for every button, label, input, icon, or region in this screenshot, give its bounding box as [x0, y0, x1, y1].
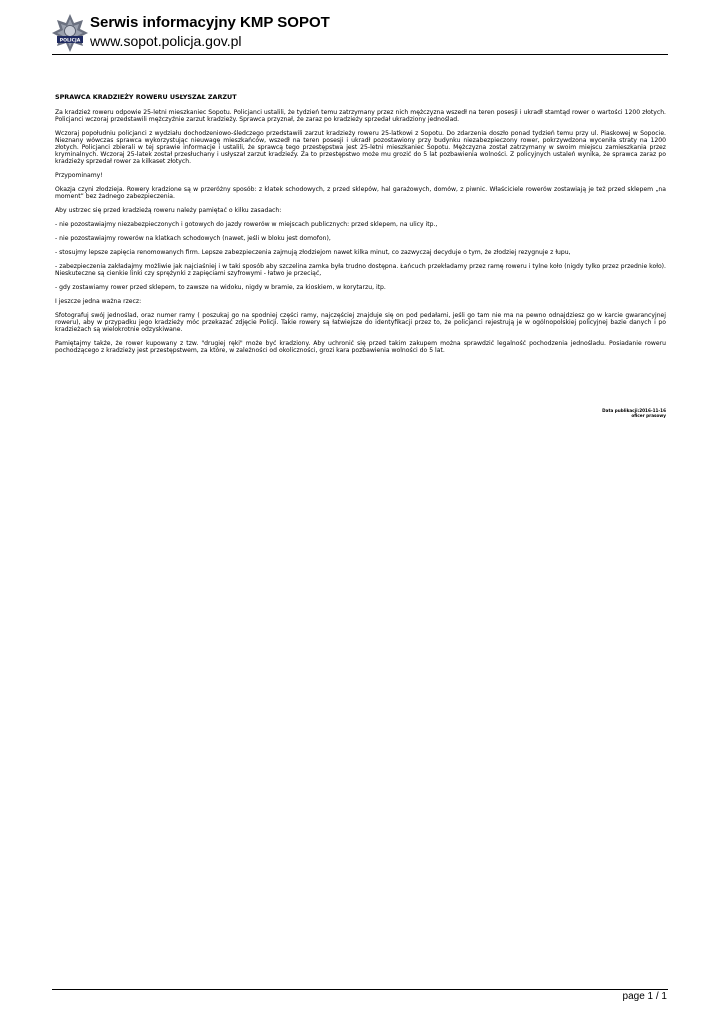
- article-paragraph: Pamiętajmy także, że rower kupowany z tzw. "drugiej ręki" może być kradziony. Aby uchronić się przed takim zakupem można sprawdzić legalność pochodzenia jednośladu. Posiadanie roweru pochodzącego z kradzieży jest przestępstwem, za które, w zależności od okoliczności, grozi kara pozbawienia wolności do 5 lat.: [55, 340, 666, 354]
- article-paragraph: Za kradzież roweru odpowie 25-letni mieszkaniec Sopotu. Policjanci ustalili, że tydzień temu zatrzymany przez nich mężczyzna wszedł na teren posesji i ukradł stamtąd rower o wartości 1200 złotych. Policjanci wczoraj przedstawili mężczyźnie zarzut kradzieży. Sprawca przyznał, że zaraz po kradzieży sprzedał ukradziony jednoślad.: [55, 109, 666, 123]
- header-divider: [52, 54, 668, 55]
- article-paragraph: Aby ustrzec się przed kradzieżą roweru należy pamiętać o kilku zasadach:: [55, 207, 282, 214]
- logo-text: POLICJA: [59, 38, 81, 44]
- article-list-item: - nie pozostawiajmy rowerów na klatkach schodowych (nawet, jeśli w bloku jest domofon),: [55, 235, 331, 242]
- article: [55, 93, 666, 361]
- article-list-item: - zabezpieczenia zakładajmy możliwie jak najciaśniej i w taki sposób aby szczelina zamka była trudno dostępna. Łańcuch przekładamy przez ramę roweru i tylne koło (nigdy tylko przez przednie koło). Nieskuteczne są cienkie linki czy sprężynki z zapięciami szyfrowymi - łatwo je przeciąć,: [55, 263, 666, 277]
- publication-date: Data publikacji:2016-11-16: [602, 408, 666, 413]
- article-paragraph: Wczoraj popołudniu policjanci z wydziału dochodzeniowo-śledczego przedstawili zarzut kradzieży roweru 25-latkowi z Sopotu. Do zdarzenia doszło ponad tydzień temu przy ul. Piaskowej w Sopocie. Nieznany wówczas sprawca wykorzystując nieuwagę mieszkańców, wszedł na teren posesji i ukradł pozostawiony przy budynku niezabezpieczony rower, pokrzywdzona wyceniła straty na 1200 złotych. Policjanci zbierali w tej sprawie informacje i ustalili, że sprawcą tego przestępstwa jest 25-letni mieszkaniec Sopotu. Mężczyzna został zatrzymany w swoim miejscu zamieszkania przez kryminalnych. Wczoraj 25-latek został przesłuchany i usłyszał zarzut kradzieży. Za to przestępstwo może mu grozić do 5 lat pozbawienia wolności. Z policyjnych ustaleń wynika, że sprawca zaraz po kradzieży sprzedał rower za kilkaset złotych.: [55, 130, 666, 165]
- site-url: www.sopot.policja.gov.pl: [90, 33, 242, 49]
- article-paragraph: I jeszcze jedna ważna rzecz:: [55, 298, 142, 305]
- article-paragraph: Przypominamy!: [55, 172, 103, 179]
- site-title: Serwis informacyjny KMP SOPOT: [90, 14, 330, 31]
- article-paragraph: Sfotografuj swój jednoślad, oraz numer ramy ( poszukaj go na spodniej części ramy, najczęściej znajduje się on pod pedałami, jeśli go tam nie ma na pewno odnajdziesz go w karcie gwarancyjnej roweru), aby w przypadku jego kradzieży móc przekazać zdjęcie Policji. Takie rowery są łatwiejsze do identyfikacji przez to, że policjanci rejestrują je w ogólnopolskiej policyjnej bazie danych i po kradzieżach są wielokrotnie odzyskiwane.: [55, 312, 666, 333]
- police-star-logo: [52, 14, 88, 52]
- article-list-item: - nie pozostawiajmy niezabezpieczonych i gotowych do jazdy rowerów w miejscach publicznych: przed sklepem, na ulicy itp.,: [55, 221, 438, 228]
- publication-info: [602, 408, 666, 418]
- page-header: [52, 12, 668, 54]
- article-author: oficer prasowy: [631, 413, 666, 418]
- page-number: page 1 / 1: [622, 991, 667, 1002]
- article-list-item: - stosujmy lepsze zapięcia renomowanych firm. Lepsze zabezpieczenia zajmują złodziejom nawet kilka minut, co zazwyczaj decyduje o tym, że złodziej rezygnuje z łupu,: [55, 249, 571, 256]
- footer-divider: [52, 989, 668, 990]
- article-title: SPRAWCA KRADZIEŻY ROWERU USŁYSZAŁ ZARZUT: [55, 93, 237, 101]
- article-paragraph: Okazja czyni złodzieja. Rowery kradzione są w przeróżny sposób: z klatek schodowych, z przed sklepów, hal garażowych, domów, z piwnic. Właściciele rowerów zostawiają je też przed sklepem „na moment” bez żadnego zabezpieczenia.: [55, 186, 666, 200]
- article-list-item: - gdy zostawiamy rower przed sklepem, to zawsze na widoku, nigdy w bramie, za kioskiem, w korytarzu, itp.: [55, 284, 386, 291]
